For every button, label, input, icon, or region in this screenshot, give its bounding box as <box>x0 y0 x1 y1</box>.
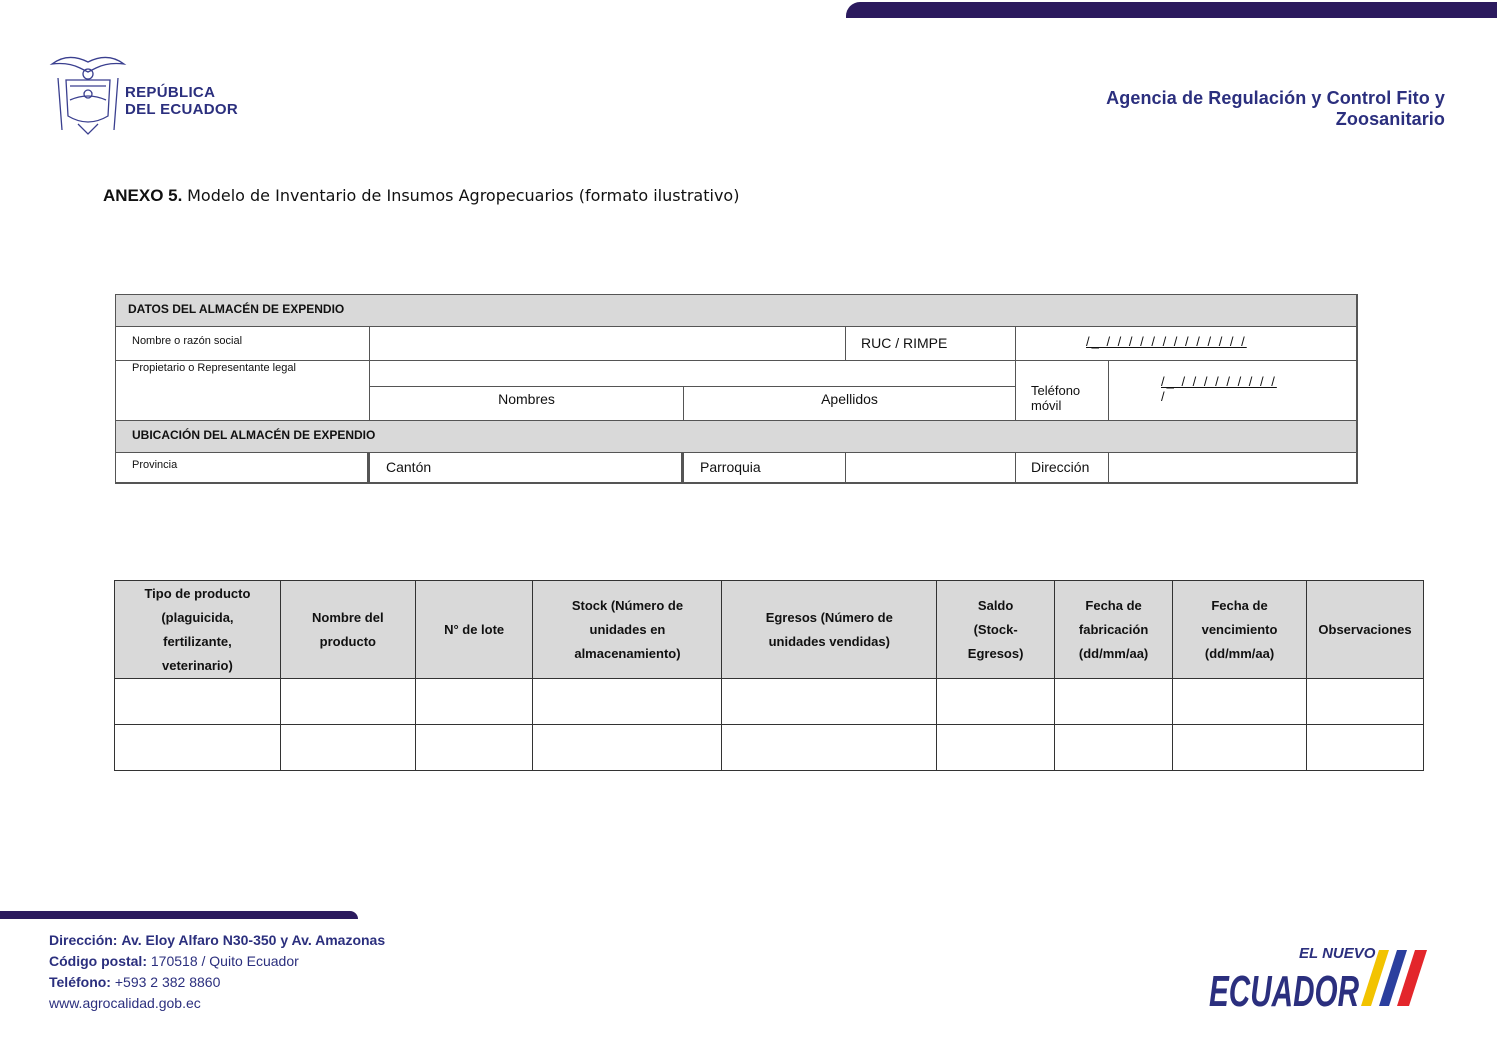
header-accent-bar <box>846 2 1497 18</box>
table-cell[interactable] <box>115 725 281 771</box>
country-line2: DEL ECUADOR <box>125 101 239 118</box>
inventory-table <box>114 580 1424 771</box>
table-cell[interactable] <box>1307 725 1424 771</box>
table-cell[interactable] <box>280 725 415 771</box>
postal-value: 170518 / Quito Ecuador <box>150 953 299 969</box>
table-cell[interactable] <box>722 725 937 771</box>
owner-field[interactable] <box>370 361 1016 387</box>
address-label: Dirección: <box>49 932 118 948</box>
annex-number: ANEXO 5. <box>103 186 183 205</box>
table-header-row <box>115 581 1424 679</box>
header-stock: Stock (Número de unidades en almacenamiento) <box>533 581 722 679</box>
address-value: Av. Eloy Alfaro N30-350 y Av. Amazonas <box>121 932 386 948</box>
last-names-label: Apellidos <box>684 387 1016 421</box>
phone-value: +593 2 382 8860 <box>114 974 221 990</box>
section-location: UBICACIÓN DEL ALMACÉN DE EXPENDIO <box>116 421 1357 453</box>
ruc-field[interactable]: /_ / / / / / / / / / / / / / <box>1016 327 1357 361</box>
coat-of-arms-icon <box>48 50 128 138</box>
table-cell[interactable] <box>415 725 533 771</box>
first-names-label: Nombres <box>370 387 684 421</box>
table-cell[interactable] <box>1173 679 1307 725</box>
footer-postal <box>49 951 385 972</box>
name-field[interactable] <box>370 327 846 361</box>
table-cell[interactable] <box>415 679 533 725</box>
table-row <box>115 679 1424 725</box>
phone-slashes: /_ / / / / / / / / / <box>1161 374 1277 389</box>
footer-website[interactable]: www.agrocalidad.gob.ec <box>49 995 201 1011</box>
logo-top-text: EL NUEVO <box>1299 945 1376 962</box>
table-cell[interactable] <box>722 679 937 725</box>
name-label: Nombre o razón social <box>116 327 370 361</box>
table-cell[interactable] <box>280 679 415 725</box>
annex-title: Modelo de Inventario de Insumos Agropecuarios (formato ilustrativo) <box>187 186 740 205</box>
phone-label: Teléfono móvil <box>1016 361 1109 421</box>
ruc-label: RUC / RIMPE <box>846 327 1016 361</box>
table-cell[interactable] <box>533 725 722 771</box>
header-product-type: Tipo de producto (plaguicida, fertilizante, veterinario) <box>115 581 281 679</box>
section-store-data: DATOS DEL ALMACÉN DE EXPENDIO <box>116 295 1357 327</box>
table-cell[interactable] <box>1055 679 1173 725</box>
footer-phone <box>49 972 385 993</box>
header-balance: Saldo (Stock- Egresos) <box>937 581 1055 679</box>
phone-slashes-2: / <box>1161 389 1167 404</box>
table-cell[interactable] <box>533 679 722 725</box>
header-manufacture-date: Fecha de fabricación (dd/mm/aa) <box>1055 581 1173 679</box>
footer-address <box>49 930 385 951</box>
agency-name: Agencia de Regulación y Control Fito y Zoosanitario <box>1106 88 1445 129</box>
footer-contact <box>49 930 385 1014</box>
store-data-form <box>115 294 1358 484</box>
parish-field[interactable] <box>846 453 1016 483</box>
phone-label: Teléfono: <box>49 974 111 990</box>
table-cell[interactable] <box>937 679 1055 725</box>
canton-label: Cantón <box>370 453 684 483</box>
owner-label: Propietario o Representante legal <box>116 361 370 421</box>
header-expiry-date: Fecha de vencimiento (dd/mm/aa) <box>1173 581 1307 679</box>
table-cell[interactable] <box>937 725 1055 771</box>
phone-field[interactable] <box>1109 361 1357 421</box>
header-lot-number: N° de lote <box>415 581 533 679</box>
parish-label: Parroquia <box>684 453 846 483</box>
province-label: Provincia <box>116 453 370 483</box>
postal-label: Código postal: <box>49 953 147 969</box>
table-cell[interactable] <box>115 679 281 725</box>
table-cell[interactable] <box>1055 725 1173 771</box>
address-label: Dirección <box>1016 453 1109 483</box>
address-field[interactable] <box>1109 453 1357 483</box>
table-cell[interactable] <box>1173 725 1307 771</box>
header-observations: Observaciones <box>1307 581 1424 679</box>
country-name <box>125 84 238 118</box>
page-title <box>103 186 739 206</box>
header-sales: Egresos (Número de unidades vendidas) <box>722 581 937 679</box>
footer-accent-bar <box>0 911 358 919</box>
table-cell[interactable] <box>1307 679 1424 725</box>
logo-main-text: ECUADOR <box>1209 967 1360 1012</box>
header-product-name: Nombre del producto <box>280 581 415 679</box>
el-nuevo-ecuador-logo <box>1207 940 1447 1012</box>
country-line1: REPÚBLICA <box>125 84 216 101</box>
table-row <box>115 725 1424 771</box>
